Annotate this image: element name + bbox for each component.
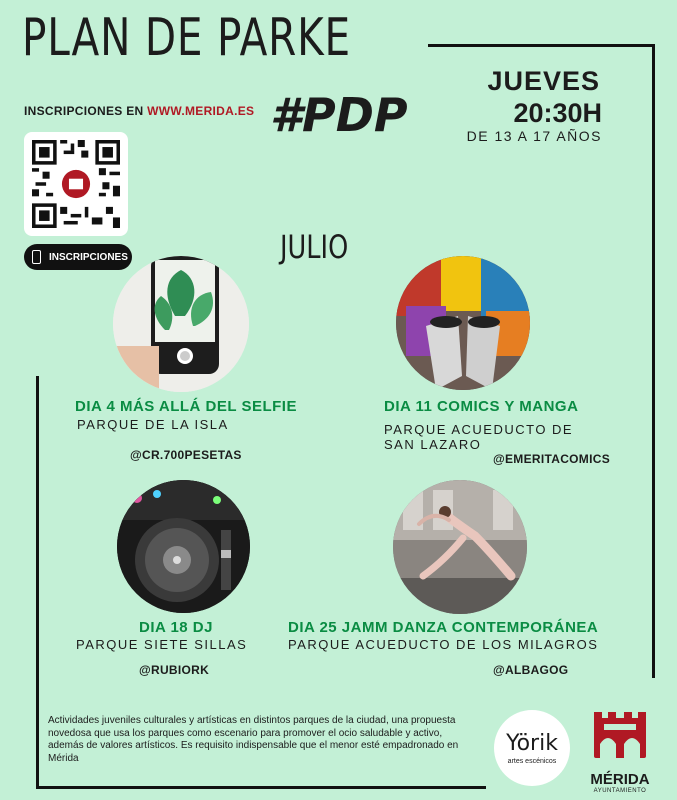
inscriptions-prefix: INSCRIPCIONES EN [24,104,148,118]
event-4-handle[interactable]: @ALBAGOG [493,663,569,677]
hashtag: #PDP [270,88,408,142]
frame-line-bottom [36,786,486,789]
event-2-place-line-1: PARQUE ACUEDUCTO DE [384,422,574,437]
phone-icon [32,250,41,264]
dance-photo [393,480,527,614]
frame-line-right [652,44,655,678]
inscriptions-line [24,104,254,118]
yorik-logo-subtitle: artes escénicos [507,758,557,765]
footer-description: Actividades juveniles culturales y artísticas en distintos parques de la ciudad, una propuesta novedosa que usa los parques como escenario para promover el ocio saludable y activo, además de valores artísticos. Es requisito indispensable que el menor esté empadronado en Mérida [48,715,459,764]
qr-code[interactable] [24,132,128,236]
event-2-title: DIA 11 COMICS Y MANGA [384,398,579,415]
merida-logo-name: MÉRIDA [590,771,650,788]
event-4-title: DIA 25 JAMM DANZA CONTEMPORÁNEA [288,619,599,636]
merida-logo-subtitle: AYUNTAMIENTO [593,788,647,794]
frame-line-top [428,44,654,47]
event-2-place-line-2: SAN LAZARO [384,437,482,452]
month-label: JULIO [280,228,349,266]
event-1-handle[interactable]: @CR.700PESETAS [130,448,242,462]
event-3-place: PARQUE SIETE SILLAS [76,637,248,652]
event-3-title: DIA 18 DJ [139,619,213,636]
frame-line-left [36,376,39,788]
qr-code-icon [32,140,120,228]
inscriptions-button-label: INSCRIPCIONES [49,251,128,263]
yorik-logo [494,710,570,786]
merida-bridge-icon [590,712,650,764]
event-1-place: PARQUE DE LA ISLA [77,417,229,432]
dj-photo [117,480,250,613]
event-4-place: PARQUE ACUEDUCTO DE LOS MILAGROS [288,637,599,652]
event-1-title: DIA 4 MÁS ALLÁ DEL SELFIE [75,398,297,415]
event-2-handle[interactable]: @EMERITACOMICS [493,452,611,466]
merida-logo [580,712,660,794]
yorik-logo-name: Yörik [506,731,558,756]
comics-photo [396,256,530,390]
selfie-photo [113,256,249,392]
inscriptions-url[interactable]: WWW.MERIDA.ES [147,104,255,118]
poster-title: PLAN DE PARKE [22,8,351,68]
day-label: JUEVES [487,66,600,96]
time-label: 20:30H [513,98,602,128]
age-range: DE 13 A 17 AÑOS [466,128,602,144]
inscriptions-button[interactable] [24,244,132,270]
event-3-handle[interactable]: @RUBIORK [139,663,210,677]
